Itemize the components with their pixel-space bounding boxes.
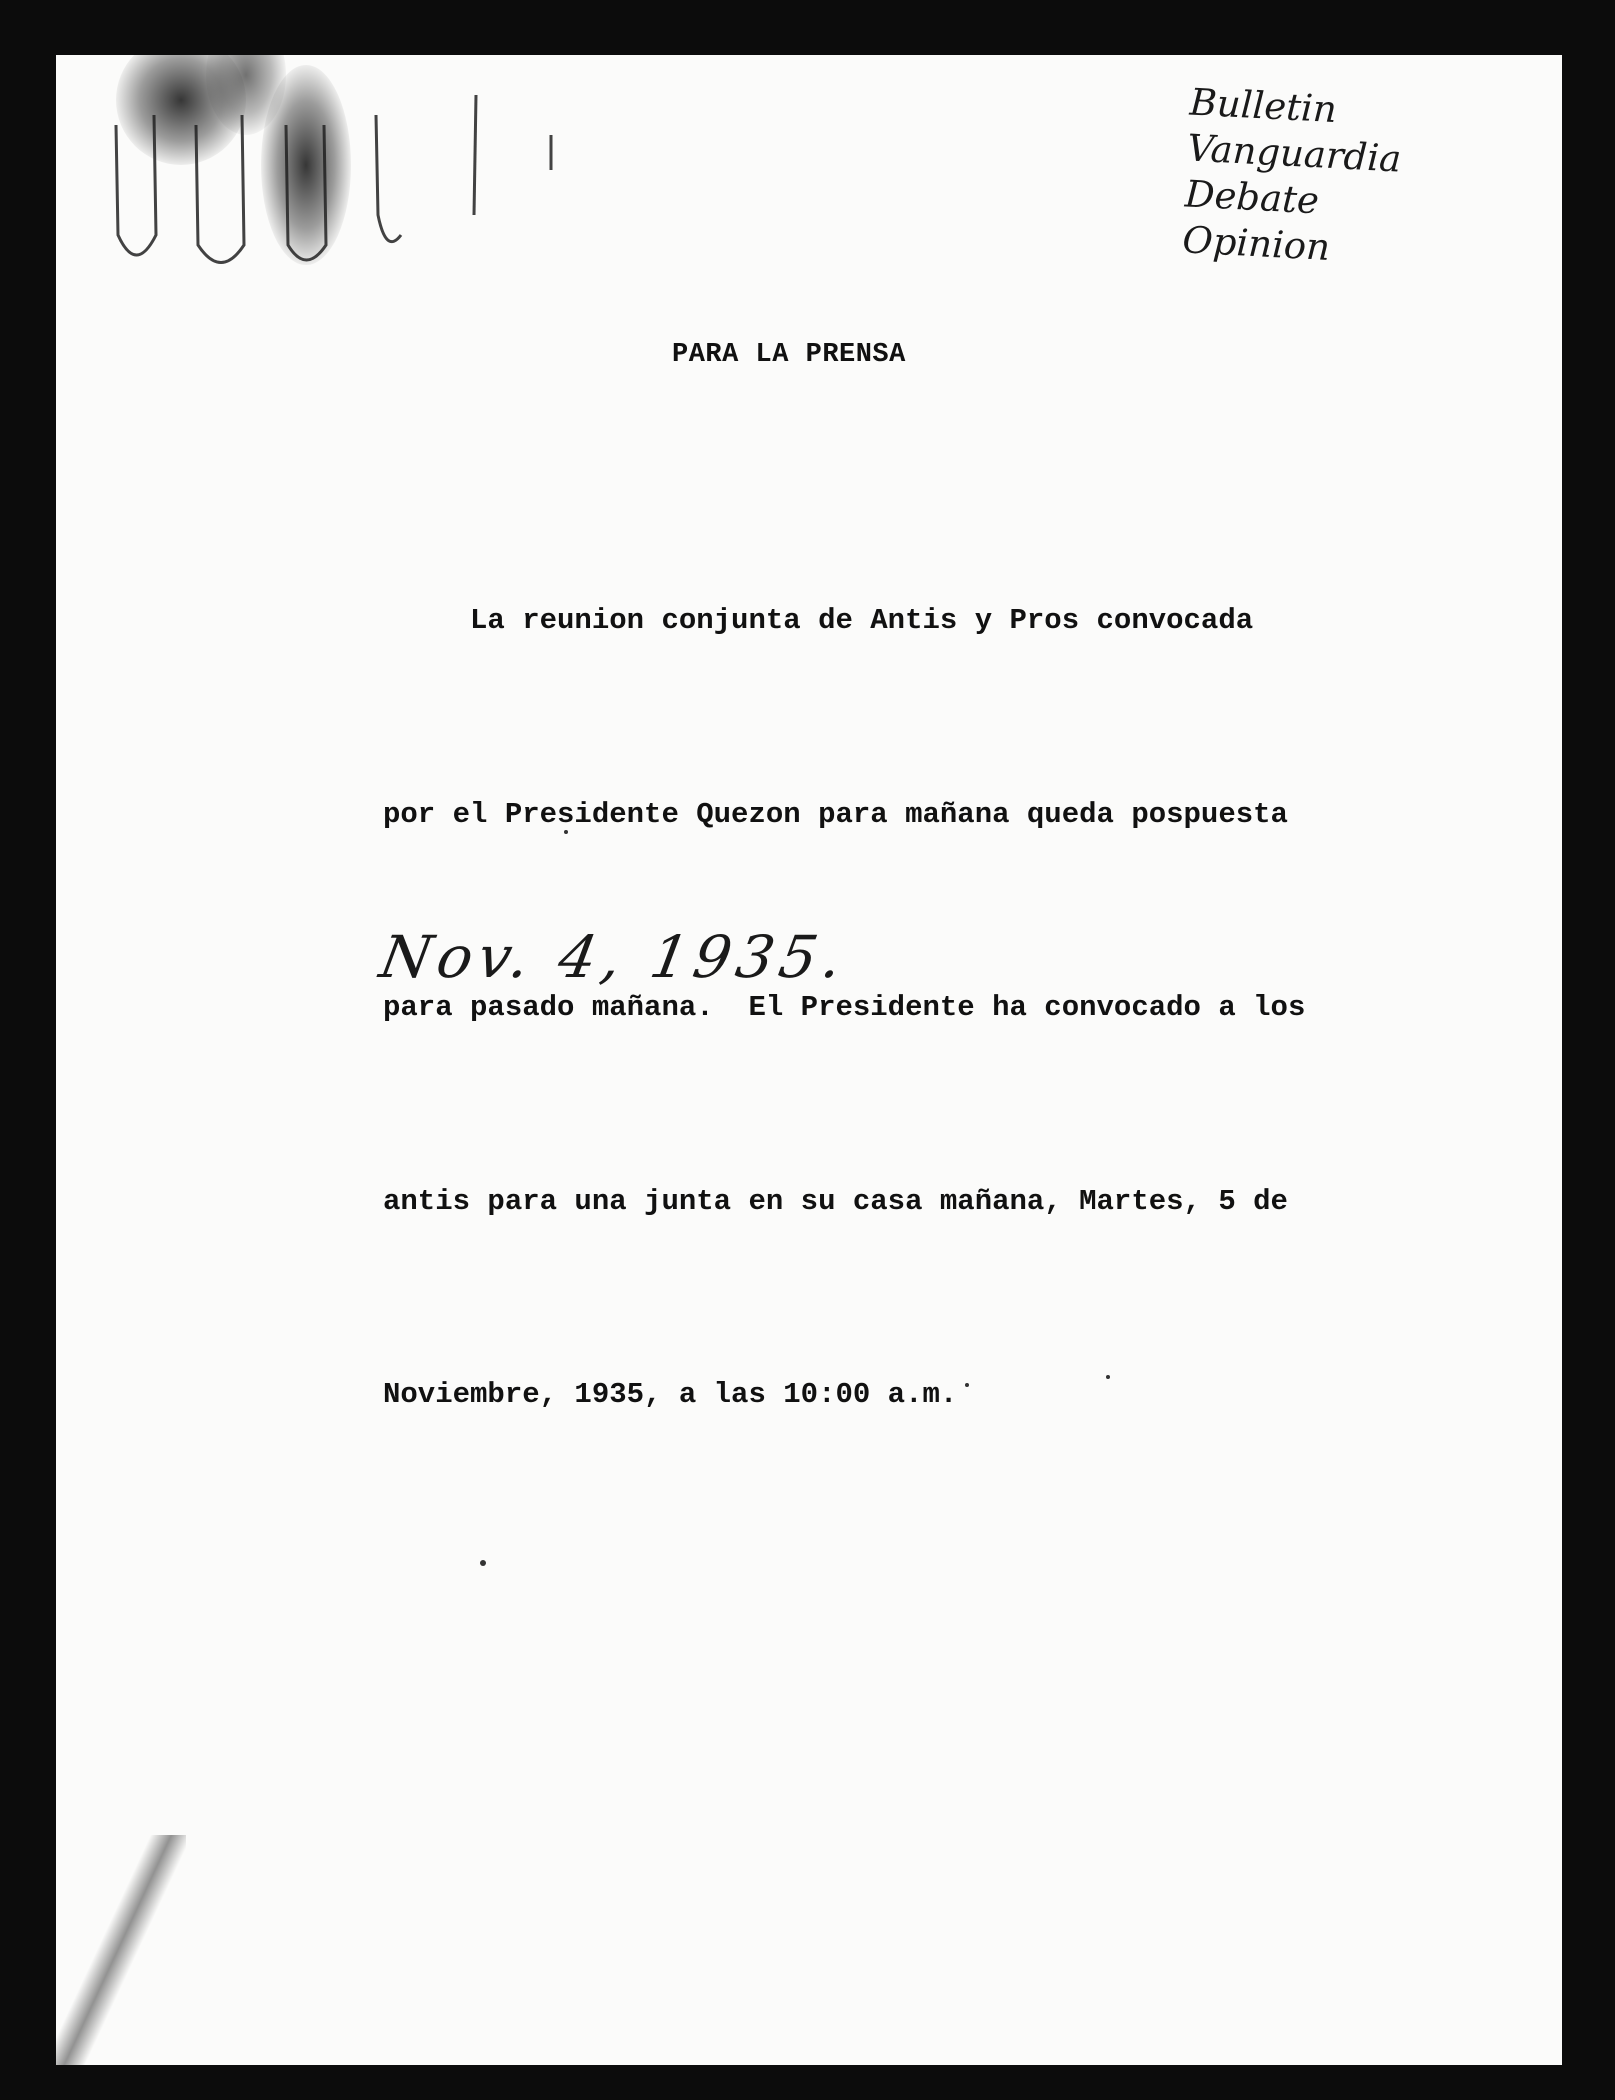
dust-speck: [1106, 1375, 1110, 1379]
document-heading: PARA LA PRENSA: [672, 340, 906, 370]
distribution-item: Bulletin: [1188, 80, 1338, 132]
distribution-item: Vanguardia: [1186, 126, 1403, 181]
document-body: [383, 460, 1305, 1557]
body-line: Noviembre, 1935, a las 10:00 a.m.: [383, 1378, 958, 1411]
body-line: para pasado mañana. El Presidente ha convocado a los: [383, 991, 1306, 1024]
dust-speck: [965, 1383, 969, 1387]
body-line: La reunion conjunta de Antis y Pros convocada: [383, 604, 1254, 637]
dust-speck: [564, 830, 568, 834]
corner-fold: [56, 1835, 186, 2065]
dust-speck: [480, 1560, 486, 1566]
paper-sheet: [56, 55, 1562, 2065]
body-line: antis para una junta en su casa mañana, Martes, 5 de: [383, 1184, 1288, 1218]
handwritten-distribution-list: [1181, 80, 1404, 275]
distribution-item: Opinion: [1181, 218, 1332, 270]
body-line: por el Presidente Quezon para mañana queda pospuesta: [383, 797, 1288, 831]
handwritten-date: Nov. 4, 1935.: [375, 923, 854, 991]
distribution-item: Debate: [1183, 172, 1320, 223]
